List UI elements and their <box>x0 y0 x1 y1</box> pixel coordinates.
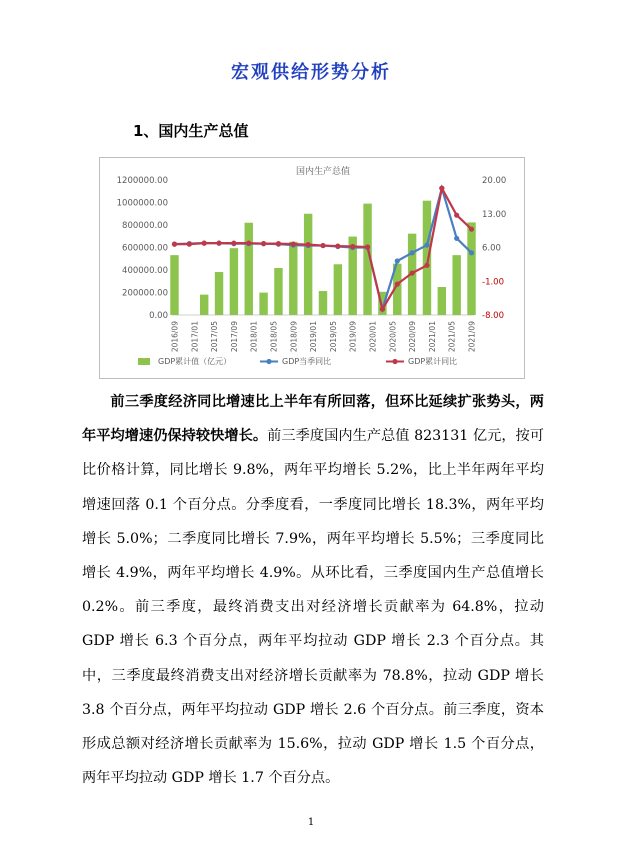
y-left-tick-label: 1000000.00 <box>116 198 168 209</box>
bar <box>230 248 238 315</box>
series-point <box>246 241 251 246</box>
series-point <box>380 307 385 312</box>
bar <box>259 293 267 315</box>
series-point <box>454 236 459 241</box>
x-tick-label: 2017/05 <box>210 321 220 353</box>
y-right-tick-label: 13.00 <box>482 209 507 220</box>
x-tick-label: 2019/01 <box>309 321 319 353</box>
x-tick-label: 2017/09 <box>229 321 239 353</box>
page-number: 1 <box>307 817 315 828</box>
bar <box>452 255 460 315</box>
x-tick-label: 2017/01 <box>190 321 200 353</box>
bar <box>334 264 342 315</box>
series-point <box>261 241 266 246</box>
y-right-tick-label: 6.00 <box>482 243 501 254</box>
series-point <box>469 227 474 232</box>
bar <box>438 287 446 315</box>
series-point <box>424 263 429 268</box>
y-left-tick-label: 0.00 <box>149 311 168 321</box>
y-left-tick-label: 1200000.00 <box>116 176 168 186</box>
y-left-tick-label: 400000.00 <box>122 266 168 276</box>
legend-label: GDP当季同比 <box>282 357 332 366</box>
body-text <box>82 385 544 795</box>
bar <box>467 222 475 315</box>
bar <box>423 201 431 315</box>
series-point <box>335 243 340 248</box>
gdp-chart-svg <box>100 158 524 378</box>
y-left-tick-label: 200000.00 <box>122 288 168 299</box>
series-point <box>216 241 221 246</box>
series-point <box>231 241 236 246</box>
series-point <box>424 242 429 247</box>
page-title: 宏观供给形势分析 <box>231 62 391 83</box>
bar <box>289 242 297 315</box>
x-tick-label: 2016/09 <box>170 321 180 353</box>
chart-title: 国内生产总值 <box>295 167 351 177</box>
paragraph-1-body: 前三季度国内生产总值 823131 亿元，按可比价格计算，同比增长 9.8%，两年平均增长 5.2%，比上半年两年平均增速回落 0.1 个百分点。分季度看，一季度同比增长 18.3%，两年平均增长 5.0%；二季度同比增长 7.9%，两年平均增长 5.5%；三季度同比增长 4.9%，两年平均增长 4.9%。从环比看，三季度国内生产总值增长 0.2%。前三季度，最终消费支出对经济增长贡献率为 64.8%，拉动 GDP 增长 6.3 个百分点，两年平均拉动 GDP 增长 2.3 个百分点。其中，三季度最终消费支出对经济增长贡献率为 78.8%，拉动 GDP 增长 3.8 个百分点，两年平均拉动 GDP 增长 2.6 个百分点。前三季度，资本形成总额对经济增长贡献率为 15.6%，拉动 GDP 增长 1.5 个百分点，两年平均拉动 GDP 增长 1.7 个百分点。 <box>82 428 544 787</box>
x-tick-label: 2021/09 <box>467 321 477 353</box>
x-tick-label: 2021/05 <box>447 321 457 353</box>
series-point <box>454 213 459 218</box>
paragraph-1-lead: 前三季度经济同比增速比上半年有所回落，但环比延续扩张势头，两年平均增速仍保持较快增长。 <box>82 394 544 445</box>
bar <box>245 223 253 315</box>
y-left-tick-label: 600000.00 <box>122 243 168 254</box>
legend-swatch-point <box>266 359 271 364</box>
gdp-chart <box>99 157 525 379</box>
series-point <box>320 243 325 248</box>
series-point <box>439 186 444 191</box>
x-tick-label: 2018/09 <box>289 321 299 353</box>
series-point <box>410 250 415 255</box>
x-tick-label: 2019/09 <box>348 321 358 353</box>
legend-label: GDP累计同比 <box>408 357 458 366</box>
y-right-tick-label: 20.00 <box>482 176 507 186</box>
bar <box>319 291 327 315</box>
y-left-tick-label: 800000.00 <box>122 221 168 231</box>
series-point <box>276 241 281 246</box>
series-point <box>395 282 400 287</box>
bar <box>215 272 223 315</box>
bar <box>274 268 282 315</box>
section-heading: 1、国内生产总值 <box>133 122 249 140</box>
series-point <box>350 244 355 249</box>
bar <box>304 214 312 315</box>
series-point <box>172 242 177 247</box>
x-tick-label: 2020/01 <box>368 321 378 353</box>
x-tick-label: 2021/01 <box>427 321 437 353</box>
y-right-tick-label: -1.00 <box>482 277 504 288</box>
x-tick-label: 2018/01 <box>249 321 259 353</box>
legend-label: GDP累计值（亿元） <box>158 357 232 366</box>
series-point <box>306 242 311 247</box>
series-point <box>410 270 415 275</box>
bar <box>200 295 208 315</box>
legend-swatch-point <box>392 359 397 364</box>
series-point <box>202 241 207 246</box>
series-point <box>395 258 400 263</box>
x-tick-label: 2020/09 <box>408 321 418 353</box>
legend-swatch <box>138 358 150 365</box>
series-point <box>469 250 474 255</box>
x-tick-label: 2018/05 <box>269 321 279 353</box>
y-right-tick-label: -8.00 <box>482 311 504 321</box>
series-point <box>187 242 192 247</box>
series-point <box>365 244 370 249</box>
x-tick-label: 2020/05 <box>388 321 398 353</box>
paragraph-1 <box>82 385 544 795</box>
series-point <box>291 242 296 247</box>
x-tick-label: 2019/05 <box>328 321 338 353</box>
bar <box>170 255 178 315</box>
